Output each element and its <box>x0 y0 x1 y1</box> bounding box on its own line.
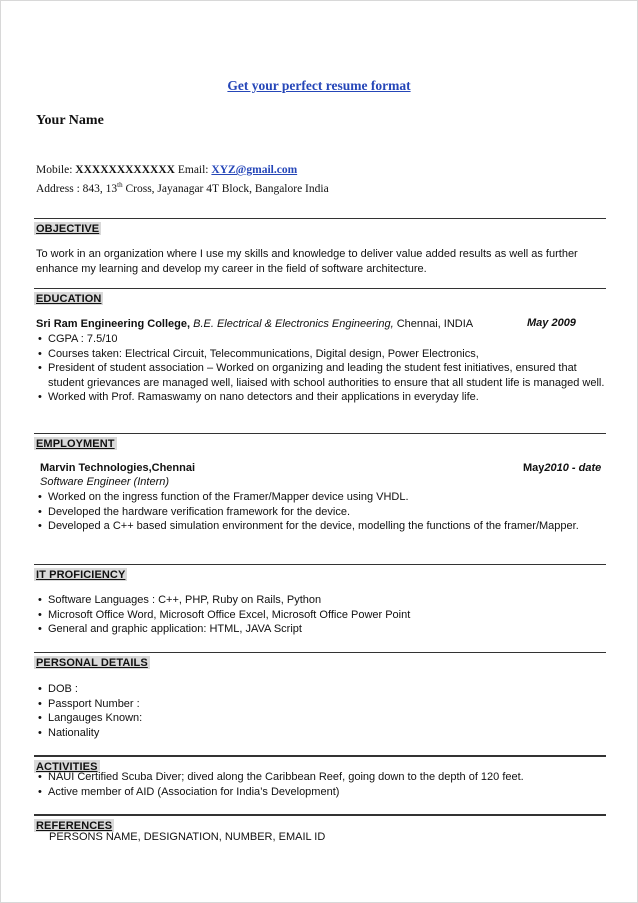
education-bullet: • Worked with Prof. Ramaswamy on nano detectors and their applications in everyday life. <box>34 390 608 405</box>
address-prefix: Address : 843, 13 <box>36 182 118 195</box>
it-proficiency-bullet: • Microsoft Office Word, Microsoft Office Excel, Microsoft Office Power Point <box>34 608 608 623</box>
education-bullet: • CGPA : 7.5/10 <box>34 332 608 347</box>
mobile-value: XXXXXXXXXXXX <box>75 164 175 176</box>
address-suffix: Cross, Jayanagar 4T Block, Bangalore India <box>122 182 329 195</box>
education-heading: EDUCATION <box>36 293 102 305</box>
email-label: Email: <box>174 164 212 176</box>
employment-bullets <box>34 490 608 534</box>
education-bullet: • Courses taken: Electrical Circuit, Telecommunications, Digital design, Power Electronics, <box>34 347 608 362</box>
degree: B.E. Electrical & Electronics Engineering, <box>190 318 394 330</box>
it-proficiency-bullet: • General and graphic application: HTML, JAVA Script <box>34 622 608 637</box>
address-line <box>36 178 329 197</box>
employment-section <box>34 433 606 452</box>
employer-name <box>40 461 195 476</box>
address-sup: th <box>117 181 123 189</box>
contact-line <box>36 163 329 178</box>
references-text: PERSONS NAME, DESIGNATION, NUMBER, EMAIL ID <box>49 831 326 843</box>
resume-format-link[interactable]: Get your perfect resume format <box>227 78 411 93</box>
personal-details-heading: PERSONAL DETAILS <box>36 657 148 669</box>
it-proficiency-section <box>34 564 606 583</box>
education-section <box>34 288 606 307</box>
activity-bullet: • Active member of AID (Association for India’s Development) <box>34 785 608 800</box>
college-name: Sri Ram Engineering College, <box>36 318 191 330</box>
it-proficiency-heading: IT PROFICIENCY <box>36 569 126 581</box>
activities-bullets <box>34 770 608 799</box>
employment-bullet: • Developed the hardware verification framework for the device. <box>34 505 608 520</box>
education-entry-header <box>36 317 516 332</box>
it-proficiency-bullet: • Software Languages : C++, PHP, Ruby on Rails, Python <box>34 593 608 608</box>
job-role: Software Engineer (Intern) <box>40 476 170 488</box>
contact-block <box>36 163 329 197</box>
activity-bullet: • NAUI Certified Scuba Diver; dived along the Caribbean Reef, going down to the depth of 120 feet. <box>34 770 608 785</box>
personal-detail-bullet: • Passport Number : <box>34 697 608 712</box>
personal-details-section <box>34 652 606 671</box>
employment-bullet: • Developed a C++ based simulation environment for the device, modelling the functions of the framer/Mapper. <box>34 519 608 534</box>
employment-bullet: • Worked on the ingress function of the Framer/Mapper device using VHDL. <box>34 490 608 505</box>
candidate-name: Your Name <box>36 113 104 128</box>
education-bullets <box>34 332 608 405</box>
education-bullet: • President of student association – Worked on organizing and leading the student fest initiatives, ensured that student grievances are managed well, liaised with school authorities to ensure that all student life is managed well. <box>34 361 608 390</box>
employment-heading: EMPLOYMENT <box>36 438 115 450</box>
email-link[interactable]: XYZ@gmail.com <box>211 164 298 176</box>
personal-detail-bullet: • DOB : <box>34 682 608 697</box>
objective-section <box>34 218 606 237</box>
references-heading: REFERENCES <box>36 820 113 832</box>
it-proficiency-bullets <box>34 593 608 637</box>
personal-details-bullets <box>34 682 608 740</box>
company-name: Marvin Technologies,Chennai <box>40 462 196 474</box>
employment-date-month: May <box>523 462 545 474</box>
employment-date <box>523 461 601 476</box>
personal-detail-bullet: • Langauges Known: <box>34 711 608 726</box>
mobile-label: Mobile: <box>36 164 76 176</box>
objective-text: To work in an organization where I use my skills and knowledge to deliver value added results as well as further enhance my learning and develop my career in the field of software architecture. <box>36 248 578 275</box>
activities-heading: ACTIVITIES <box>36 761 98 773</box>
objective-heading: OBJECTIVE <box>36 223 100 235</box>
education-date: May 2009 <box>527 317 576 329</box>
employment-date-range: 2010 - date <box>544 462 602 474</box>
personal-detail-bullet: • Nationality <box>34 726 608 741</box>
college-location: Chennai, INDIA <box>393 318 474 330</box>
